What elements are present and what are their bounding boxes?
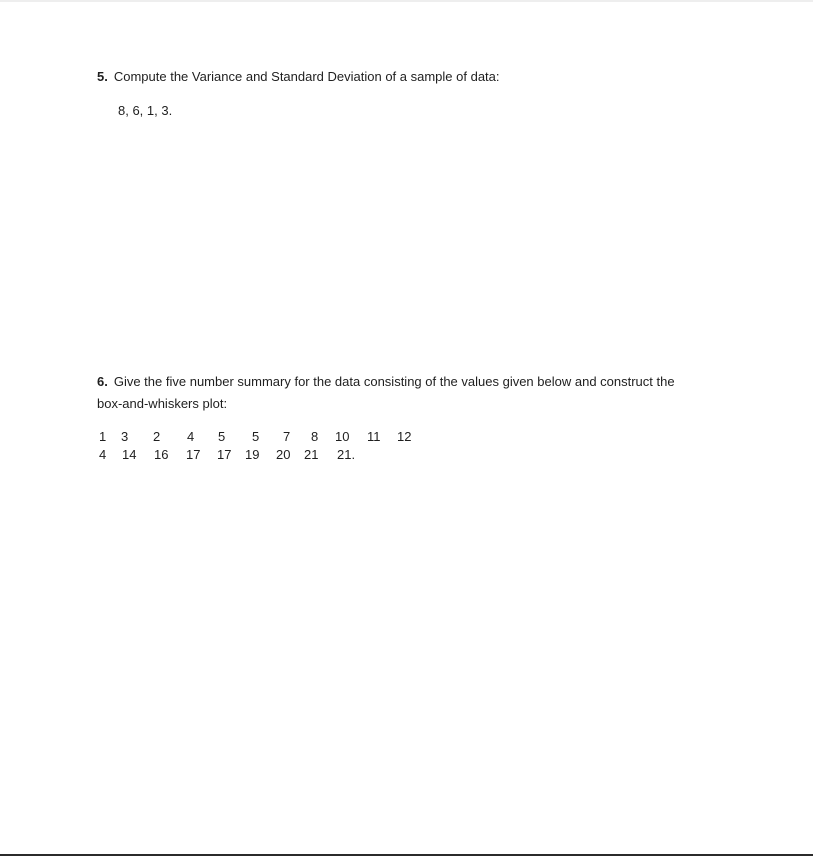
question-5 xyxy=(97,66,500,87)
question-6-prompt-line2: box-and-whiskers plot: xyxy=(97,396,228,411)
data-value: 17 xyxy=(217,447,232,462)
question-5-data: 8, 6, 1, 3. xyxy=(118,103,173,118)
data-value: 10 xyxy=(335,429,350,444)
data-value: 19 xyxy=(245,447,260,462)
data-value: 11 xyxy=(367,429,381,444)
data-value: 14 xyxy=(122,447,137,462)
data-value: 12 xyxy=(397,429,412,444)
data-value: 2 xyxy=(153,429,161,444)
data-value: 20 xyxy=(276,447,291,462)
question-5-prompt: Compute the Variance and Standard Deviation of a sample of data: xyxy=(113,69,500,84)
data-value: 5 xyxy=(218,429,226,444)
data-value: 17 xyxy=(186,447,201,462)
data-value: 5 xyxy=(252,429,260,444)
data-value: 16 xyxy=(154,447,169,462)
question-6-number: 6. xyxy=(97,374,108,389)
top-divider xyxy=(0,0,813,2)
data-value: 21. xyxy=(337,447,356,462)
data-value: 4 xyxy=(99,447,107,462)
data-value: 1 xyxy=(99,429,107,444)
data-value: 3 xyxy=(121,429,129,444)
question-5-number: 5. xyxy=(97,69,108,84)
data-value: 4 xyxy=(187,429,195,444)
data-value: 8 xyxy=(311,429,319,444)
data-value: 7 xyxy=(283,429,291,444)
question-6 xyxy=(97,371,675,392)
question-6-prompt-line1: Give the five number summary for the data consisting of the values given below and construct the xyxy=(113,374,675,389)
data-value: 21 xyxy=(304,447,319,462)
